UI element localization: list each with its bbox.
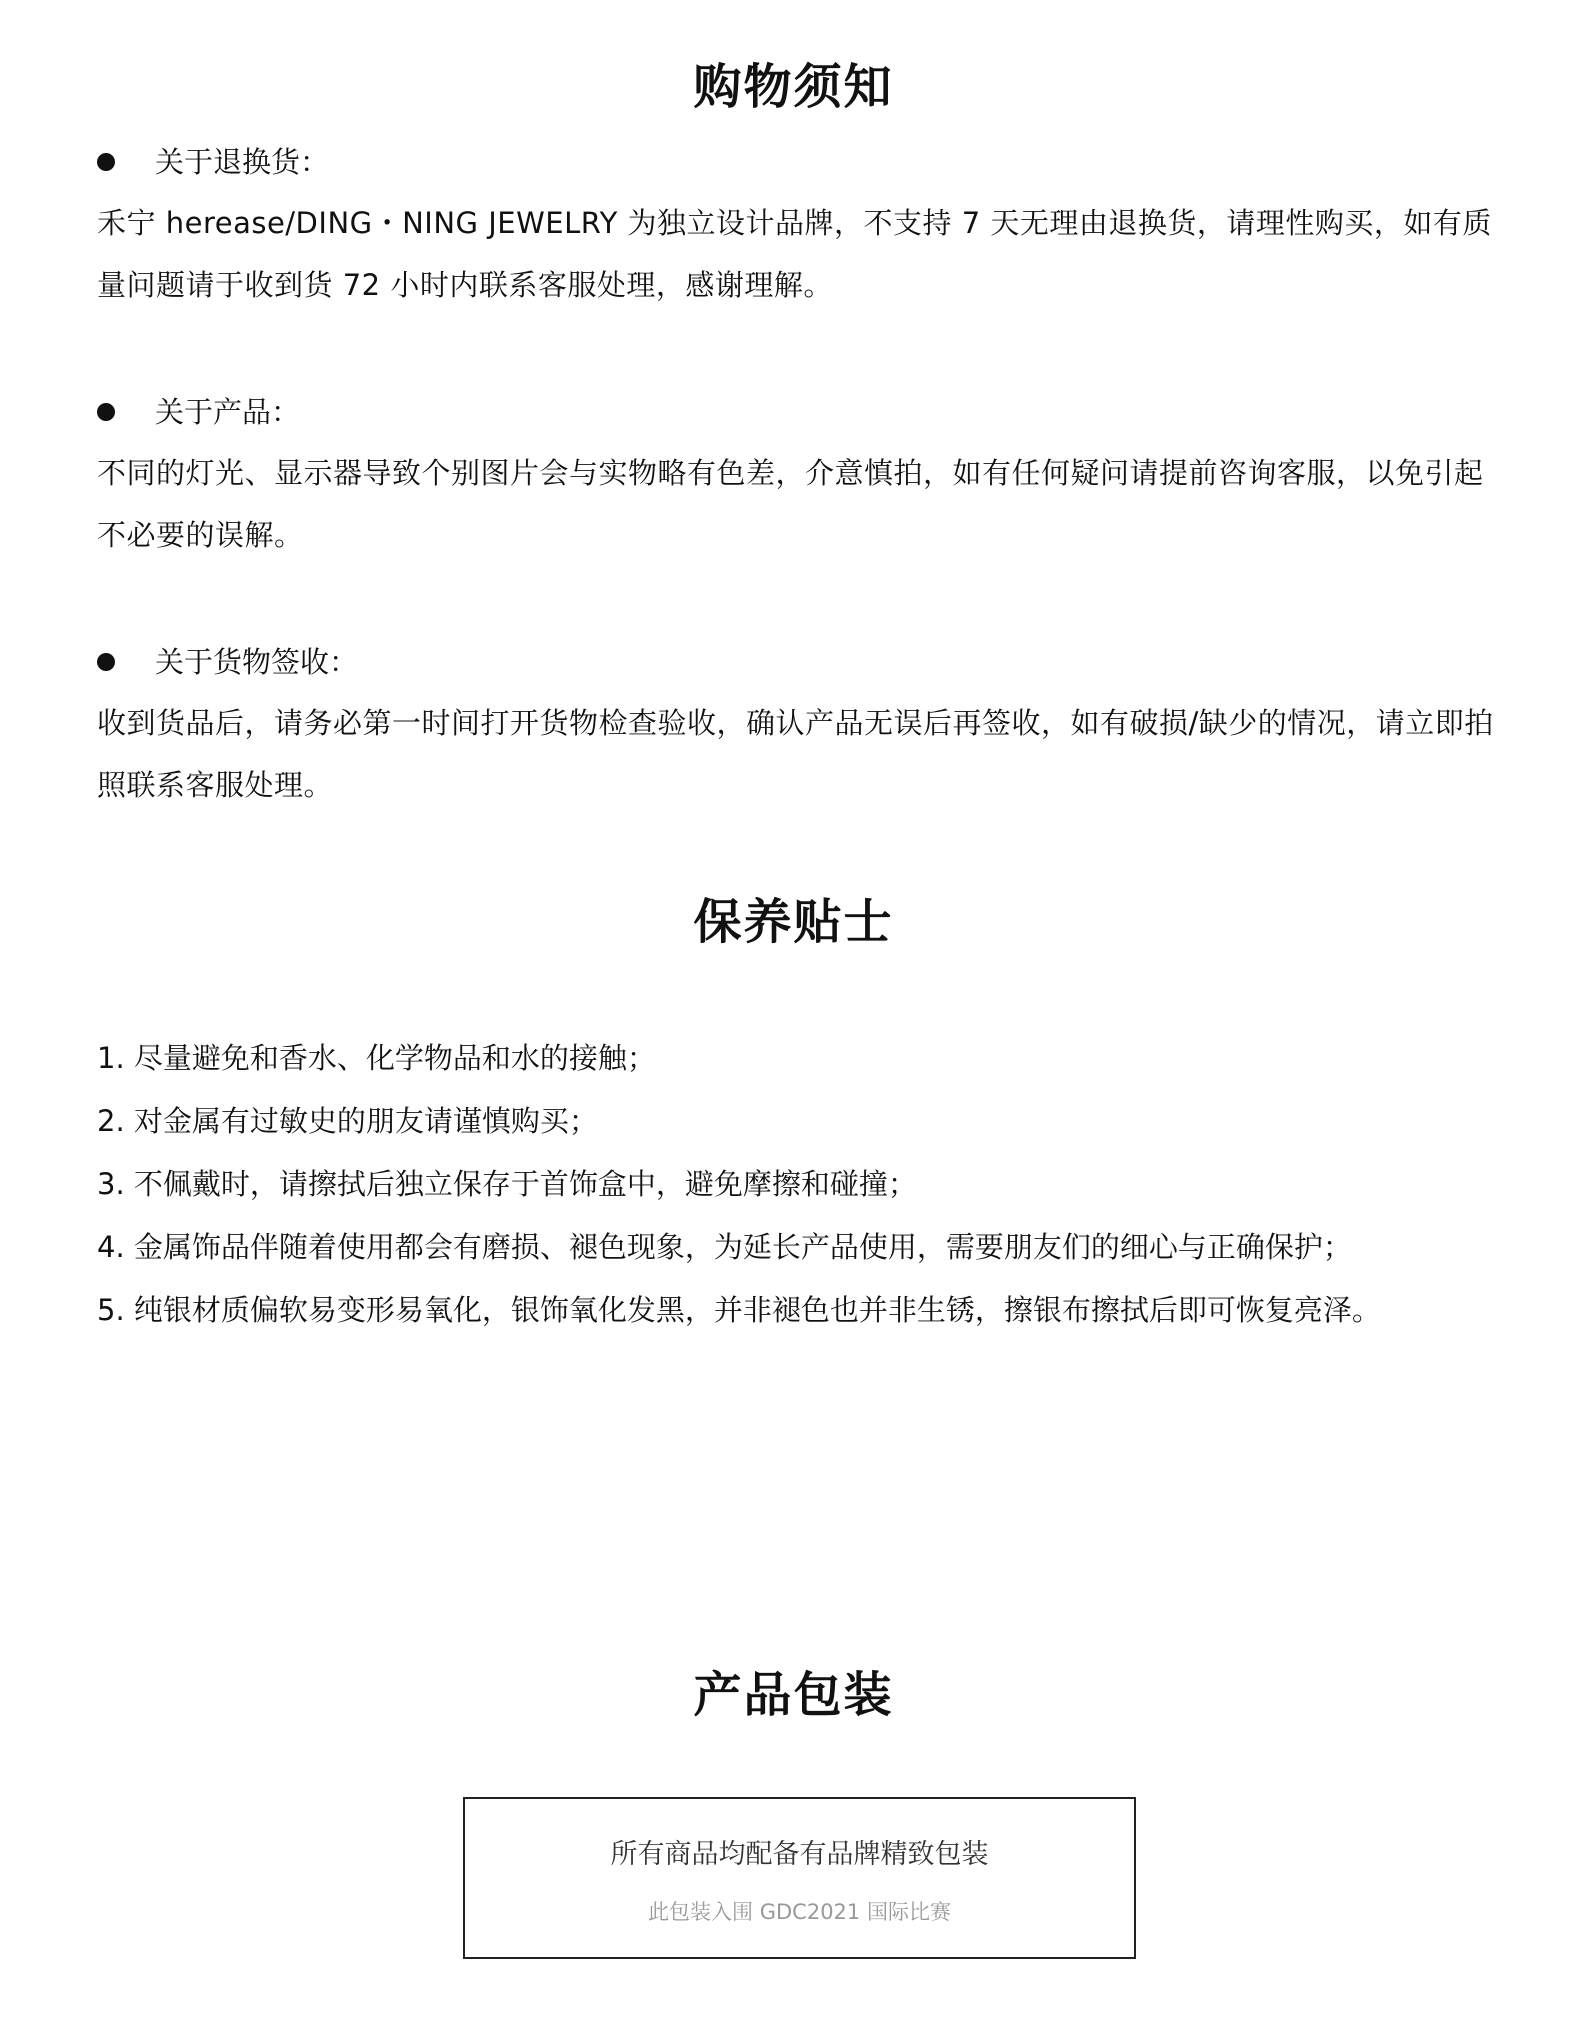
care-tip-item: 4. 金属饰品伴随着使用都会有磨损、褪色现象，为延长产品使用，需要朋友们的细心与正确保护； bbox=[97, 1230, 1352, 1264]
shopping-notice-title: 购物须知 bbox=[693, 59, 894, 115]
packaging-title: 产品包装 bbox=[693, 1667, 894, 1723]
product-text: 不同的灯光、显示器导致个别图片会与实物略有色差，介意慎拍，如有任何疑问请提前咨询客服，以免引起不必要的误解。 bbox=[97, 456, 1484, 552]
product-heading bbox=[97, 392, 300, 432]
care-tip-item: 2. 对金属有过敏史的朋友请谨慎购买； bbox=[97, 1104, 598, 1138]
receipt-heading bbox=[97, 642, 358, 682]
care-tips-title: 保养贴士 bbox=[693, 894, 894, 950]
care-tip-item: 1. 尽量避免和香水、化学物品和水的接触； bbox=[97, 1041, 656, 1075]
bullet-icon bbox=[97, 653, 115, 671]
return-policy-heading bbox=[97, 142, 329, 182]
packaging-info-box bbox=[463, 1797, 1136, 1959]
care-tip-item: 3. 不佩戴时，请擦拭后独立保存于首饰盒中，避免摩擦和碰撞； bbox=[97, 1167, 917, 1201]
product-heading-text: 关于产品： bbox=[155, 395, 301, 429]
packaging-award-text: 此包装入围 GDC2021 国际比赛 bbox=[648, 1900, 951, 1924]
receipt-heading-text: 关于货物签收： bbox=[155, 645, 359, 679]
return-policy-heading-text: 关于退换货： bbox=[155, 145, 330, 179]
bullet-icon bbox=[97, 153, 115, 171]
care-tip-item: 5. 纯银材质偏软易变形易氧化，银饰氧化发黑，并非褪色也并非生锈，擦银布擦拭后即可恢复亮泽。 bbox=[97, 1293, 1381, 1327]
packaging-main-text: 所有商品均配备有品牌精致包装 bbox=[610, 1839, 989, 1870]
bullet-icon bbox=[97, 403, 115, 421]
receipt-text: 收到货品后，请务必第一时间打开货物检查验收，确认产品无误后再签收，如有破损/缺少的情况，请立即拍照联系客服处理。 bbox=[97, 706, 1494, 802]
return-policy-text: 禾宁 herease/DING・NING JEWELRY 为独立设计品牌，不支持 7 天无理由退换货，请理性购买，如有质量问题请于收到货 72 小时内联系客服处理，感谢理解。 bbox=[97, 206, 1492, 302]
